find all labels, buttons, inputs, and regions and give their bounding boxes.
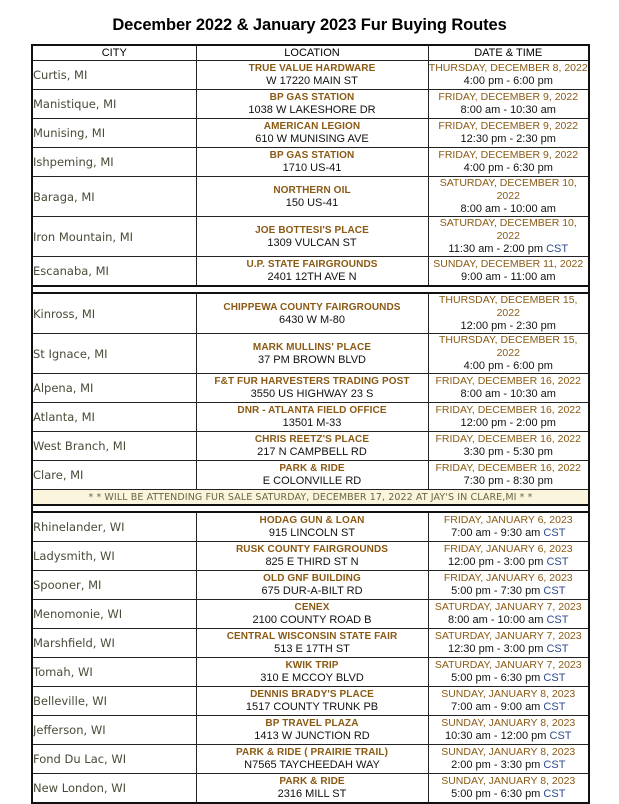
location-name: OLD GNF BUILDING	[263, 573, 361, 584]
location-cell	[196, 217, 428, 257]
city-cell: Escanaba, MI	[32, 257, 196, 287]
datetime-cell	[428, 658, 589, 687]
table-row	[32, 600, 589, 629]
location-name: BP TRAVEL PLAZA	[265, 718, 359, 729]
visit-date: SATURDAY, JANUARY 7, 2023	[434, 630, 582, 642]
location-cell	[196, 119, 428, 148]
city-cell: Jefferson, WI	[32, 716, 196, 745]
visit-time	[429, 527, 589, 540]
datetime-cell	[428, 461, 589, 490]
page-title: December 2022 & January 2023 Fur Buying Routes	[112, 16, 507, 34]
datetime-cell	[428, 600, 589, 629]
datetime-cell	[428, 257, 589, 287]
visit-time-range: 8:00 am - 10:00 am	[460, 203, 556, 215]
visit-time-range: 12:30 pm - 2:30 pm	[460, 133, 556, 145]
location-cell	[196, 774, 428, 804]
visit-time-range: 2:00 pm - 3:30 pm	[451, 759, 541, 771]
city-cell: Munising, MI	[32, 119, 196, 148]
city-cell: West Branch, MI	[32, 432, 196, 461]
location-address: 2100 COUNTY ROAD B	[252, 614, 372, 626]
datetime-cell	[428, 432, 589, 461]
visit-time	[429, 104, 589, 117]
location-cell	[196, 374, 428, 403]
timezone-label: CST	[546, 243, 569, 255]
visit-time-range: 4:00 pm - 6:00 pm	[463, 75, 553, 87]
table-row	[32, 542, 589, 571]
visit-time	[429, 614, 589, 627]
datetime-cell	[428, 217, 589, 257]
timezone-label: CST	[543, 788, 566, 800]
location-cell	[196, 745, 428, 774]
location-column-header: LOCATION	[196, 45, 428, 61]
location-name: PARK & RIDE ( PRAIRIE TRAIL)	[235, 747, 389, 758]
group-separator	[32, 505, 589, 512]
visit-time-range: 5:00 pm - 6:30 pm	[451, 788, 541, 800]
location-address: 1413 W JUNCTION RD	[254, 730, 370, 742]
visit-time	[429, 133, 589, 146]
city-cell: Clare, MI	[32, 461, 196, 490]
timezone-label: CST	[546, 614, 569, 626]
visit-time-range: 4:00 pm - 6:00 pm	[463, 360, 553, 372]
routes-sheet	[31, 44, 588, 804]
table-row	[32, 716, 589, 745]
city-cell: Manistique, MI	[32, 90, 196, 119]
table-row	[32, 512, 589, 542]
datetime-cell	[428, 374, 589, 403]
routes-body	[32, 61, 589, 804]
visit-time	[429, 788, 589, 801]
location-address: 675 DUR-A-BILT RD	[261, 585, 363, 597]
location-cell	[196, 334, 428, 374]
visit-date: SUNDAY, JANUARY 8, 2023	[441, 688, 576, 700]
location-address: 915 LINCOLN ST	[268, 527, 356, 539]
visit-time	[429, 730, 589, 743]
datetime-cell	[428, 687, 589, 716]
location-cell	[196, 257, 428, 287]
visit-time	[429, 475, 589, 488]
datetime-cell	[428, 334, 589, 374]
location-name: JOE BOTTESI'S PLACE	[255, 224, 369, 236]
city-cell: Iron Mountain, MI	[32, 217, 196, 257]
visit-time	[429, 360, 589, 373]
visit-time	[429, 320, 589, 333]
datetime-cell	[428, 716, 589, 745]
city-cell: Ishpeming, MI	[32, 148, 196, 177]
visit-time-range: 8:00 am - 10:30 am	[460, 388, 556, 400]
visit-date: FRIDAY, JANUARY 6, 2023	[443, 543, 573, 555]
location-address: 3550 US HIGHWAY 23 S	[250, 388, 374, 400]
location-name: CHIPPEWA COUNTY FAIRGROUNDS	[223, 301, 401, 313]
location-address: 610 W MUNISING AVE	[255, 133, 369, 145]
location-address: 310 E MCCOY BLVD	[260, 672, 364, 684]
location-cell	[196, 571, 428, 600]
visit-time-range: 9:00 am - 11:00 am	[460, 271, 556, 283]
table-row	[32, 217, 589, 257]
visit-time-range: 12:00 pm - 3:00 pm	[448, 556, 544, 568]
table-row	[32, 257, 589, 287]
city-cell: Kinross, MI	[32, 293, 196, 334]
location-address: W 17220 MAIN ST	[266, 75, 358, 87]
location-cell	[196, 148, 428, 177]
city-cell: St Ignace, MI	[32, 334, 196, 374]
city-cell: Ladysmith, WI	[32, 542, 196, 571]
city-cell: Baraga, MI	[32, 177, 196, 217]
timezone-label: CST	[543, 527, 566, 539]
location-name: CENEX	[294, 602, 330, 613]
timezone-label: CST	[543, 759, 566, 771]
location-address: 6430 W M-80	[278, 313, 346, 326]
visit-time	[429, 701, 589, 714]
visit-time	[429, 162, 589, 175]
location-address: 825 E THIRD ST N	[265, 556, 359, 568]
location-name: RUSK COUNTY FAIRGROUNDS	[235, 544, 389, 555]
table-row	[32, 432, 589, 461]
visit-time-range: 7:00 am - 9:30 am	[451, 527, 541, 539]
location-name: DNR - ATLANTA FIELD OFFICE	[237, 405, 387, 416]
datetime-cell	[428, 774, 589, 804]
location-name: MARK MULLINS' PLACE	[252, 341, 372, 353]
location-name: PARK & RIDE	[279, 776, 345, 787]
datetime-cell	[428, 293, 589, 334]
location-name: F&T FUR HARVESTERS TRADING POST	[214, 376, 410, 387]
location-name: U.P. STATE FAIRGROUNDS	[246, 259, 378, 270]
location-address: 150 US-41	[285, 196, 339, 209]
table-row	[32, 177, 589, 217]
city-cell: Rhinelander, WI	[32, 512, 196, 542]
visit-time	[429, 388, 589, 401]
datetime-cell	[428, 571, 589, 600]
visit-time	[429, 585, 589, 598]
table-row	[32, 687, 589, 716]
city-cell: Curtis, MI	[32, 61, 196, 90]
visit-date: FRIDAY, DECEMBER 16, 2022	[435, 404, 581, 416]
visit-date: SUNDAY, JANUARY 8, 2023	[441, 746, 576, 758]
city-cell: Alpena, MI	[32, 374, 196, 403]
location-address: 37 PM BROWN BLVD	[258, 353, 366, 366]
visit-time	[429, 243, 589, 256]
location-name: AMERICAN LEGION	[263, 121, 361, 132]
city-cell: Fond Du Lac, WI	[32, 745, 196, 774]
visit-time-range: 8:00 am - 10:30 am	[460, 104, 556, 116]
visit-time	[429, 556, 589, 569]
location-cell	[196, 600, 428, 629]
sale-note-row	[32, 490, 589, 506]
visit-time-range: 7:00 am - 9:00 am	[451, 701, 541, 713]
location-address: 1710 US-41	[282, 162, 342, 174]
location-name: NORTHERN OIL	[273, 184, 351, 196]
visit-time-range: 10:30 am - 12:00 pm	[444, 730, 547, 742]
visit-time	[429, 643, 589, 656]
sale-note: * * WILL BE ATTENDING FUR SALE SATURDAY, DECEMBER 17, 2022 AT JAY'S IN CLARE,MI * *	[32, 490, 589, 506]
location-name: HODAG GUN & LOAN	[259, 515, 365, 526]
city-cell: Spooner, MI	[32, 571, 196, 600]
visit-time-range: 12:30 pm - 3:00 pm	[448, 643, 544, 655]
location-name: PARK & RIDE	[279, 463, 345, 474]
visit-time	[429, 75, 589, 88]
datetime-column-header: DATE & TIME	[428, 45, 589, 61]
visit-date: FRIDAY, JANUARY 6, 2023	[443, 514, 573, 526]
visit-time-range: 7:30 pm - 8:30 pm	[463, 475, 553, 487]
timezone-label: CST	[543, 701, 566, 713]
location-cell	[196, 716, 428, 745]
visit-time	[429, 203, 589, 216]
location-cell	[196, 687, 428, 716]
city-cell: Atlanta, MI	[32, 403, 196, 432]
table-row	[32, 374, 589, 403]
header-row	[32, 45, 589, 61]
timezone-label: CST	[543, 672, 566, 684]
location-cell	[196, 61, 428, 90]
visit-date: FRIDAY, DECEMBER 9, 2022	[438, 91, 579, 103]
visit-time-range: 5:00 pm - 7:30 pm	[451, 585, 541, 597]
visit-date: SATURDAY, JANUARY 7, 2023	[434, 601, 582, 613]
location-cell	[196, 403, 428, 432]
datetime-cell	[428, 403, 589, 432]
visit-date: FRIDAY, JANUARY 6, 2023	[443, 572, 573, 584]
datetime-cell	[428, 629, 589, 658]
routes-table	[31, 44, 590, 804]
visit-date: FRIDAY, DECEMBER 16, 2022	[435, 433, 581, 445]
visit-date: SUNDAY, JANUARY 8, 2023	[441, 775, 576, 787]
timezone-label: CST	[546, 643, 569, 655]
timezone-label: CST	[543, 585, 566, 597]
location-cell	[196, 432, 428, 461]
location-address: 13501 M-33	[282, 417, 342, 429]
table-row	[32, 658, 589, 687]
location-name: KWIK TRIP	[285, 660, 339, 671]
visit-time-range: 12:00 pm - 2:00 pm	[460, 417, 556, 429]
visit-time-range: 5:00 pm - 6:30 pm	[451, 672, 541, 684]
table-row	[32, 293, 589, 334]
visit-time-range: 12:00 pm - 2:30 pm	[460, 320, 556, 332]
visit-time-range: 11:30 am - 2:00 pm	[448, 243, 543, 255]
city-cell: Belleville, WI	[32, 687, 196, 716]
visit-date: FRIDAY, DECEMBER 16, 2022	[435, 375, 581, 387]
visit-date: SUNDAY, JANUARY 8, 2023	[441, 717, 576, 729]
datetime-cell	[428, 90, 589, 119]
group-separator-cell	[32, 505, 589, 512]
visit-time	[429, 759, 589, 772]
location-address: 2316 MILL ST	[277, 788, 347, 800]
table-row	[32, 461, 589, 490]
visit-date: FRIDAY, DECEMBER 9, 2022	[438, 149, 579, 161]
visit-date: THURSDAY, DECEMBER 15, 2022	[439, 294, 578, 319]
visit-date: SUNDAY, DECEMBER 11, 2022	[433, 258, 584, 270]
location-name: CENTRAL WISCONSIN STATE FAIR	[226, 631, 398, 642]
visit-date: THURSDAY, DECEMBER 8, 2022	[428, 62, 588, 74]
visit-date: SATURDAY, DECEMBER 10, 2022	[439, 217, 577, 242]
visit-time-range: 3:30 pm - 5:30 pm	[463, 446, 553, 458]
datetime-cell	[428, 148, 589, 177]
city-column-header: CITY	[32, 45, 196, 61]
table-row	[32, 90, 589, 119]
visit-time	[429, 271, 589, 284]
table-row	[32, 629, 589, 658]
group-separator	[32, 286, 589, 293]
location-address: 2401 12TH AVE N	[267, 271, 357, 283]
location-cell	[196, 90, 428, 119]
visit-date: FRIDAY, DECEMBER 9, 2022	[438, 120, 579, 132]
city-cell: Marshfield, WI	[32, 629, 196, 658]
location-cell	[196, 629, 428, 658]
table-row	[32, 403, 589, 432]
location-cell	[196, 293, 428, 334]
visit-date: SATURDAY, DECEMBER 10, 2022	[439, 177, 577, 202]
visit-time	[429, 672, 589, 685]
table-row	[32, 148, 589, 177]
table-row	[32, 61, 589, 90]
datetime-cell	[428, 177, 589, 217]
visit-time	[429, 417, 589, 430]
datetime-cell	[428, 542, 589, 571]
city-cell: New London, WI	[32, 774, 196, 804]
datetime-cell	[428, 745, 589, 774]
location-name: DENNIS BRADY'S PLACE	[250, 689, 374, 700]
location-name: BP GAS STATION	[269, 92, 355, 103]
location-cell	[196, 461, 428, 490]
location-cell	[196, 542, 428, 571]
datetime-cell	[428, 119, 589, 148]
visit-time	[429, 446, 589, 459]
visit-time-range: 8:00 am - 10:00 am	[448, 614, 544, 626]
location-address: 1038 W LAKESHORE DR	[248, 104, 376, 116]
timezone-label: CST	[546, 556, 569, 568]
location-address: E COLONVILLE RD	[262, 475, 362, 487]
location-name: BP GAS STATION	[269, 150, 355, 161]
visit-time-range: 4:00 pm - 6:30 pm	[463, 162, 553, 174]
location-name: CHRIS REETZ'S PLACE	[254, 434, 370, 445]
location-cell	[196, 658, 428, 687]
datetime-cell	[428, 512, 589, 542]
location-address: 1517 COUNTY TRUNK PB	[245, 701, 379, 713]
city-cell: Tomah, WI	[32, 658, 196, 687]
location-address: 1309 VULCAN ST	[267, 236, 357, 249]
city-cell: Menomonie, WI	[32, 600, 196, 629]
table-row	[32, 334, 589, 374]
timezone-label: CST	[549, 730, 572, 742]
group-separator-cell	[32, 286, 589, 293]
visit-date: SATURDAY, JANUARY 7, 2023	[434, 659, 582, 671]
table-row	[32, 774, 589, 804]
visit-date: THURSDAY, DECEMBER 15, 2022	[439, 334, 578, 359]
table-row	[32, 745, 589, 774]
table-row	[32, 119, 589, 148]
location-cell	[196, 177, 428, 217]
location-name: TRUE VALUE HARDWARE	[248, 63, 376, 74]
location-address: 513 E 17TH ST	[274, 643, 350, 655]
visit-date: FRIDAY, DECEMBER 16, 2022	[435, 462, 581, 474]
location-cell	[196, 512, 428, 542]
location-address: N7565 TAYCHEEDAH WAY	[244, 759, 380, 771]
datetime-cell	[428, 61, 589, 90]
location-address: 217 N CAMPBELL RD	[257, 446, 367, 458]
table-row	[32, 571, 589, 600]
